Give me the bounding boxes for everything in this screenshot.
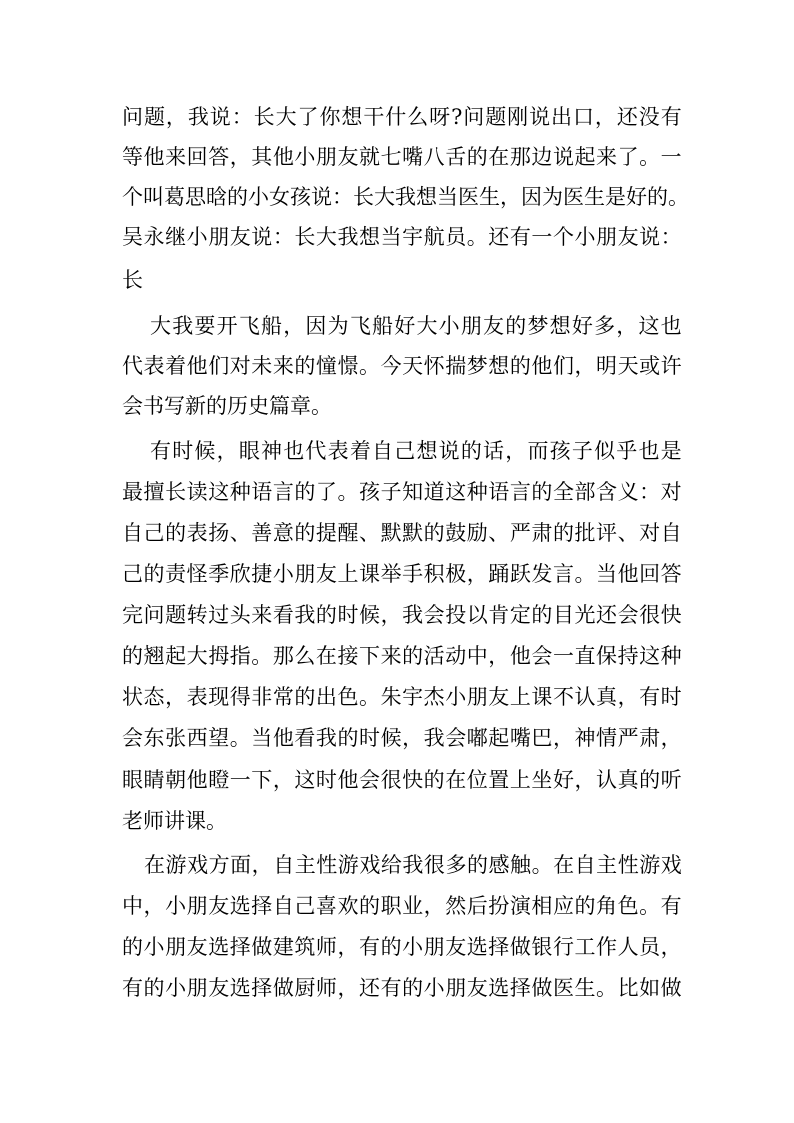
paragraph-2-line-2: 代 表 着 他 们 对 未 来 的 憧 憬 。 今 天 怀 揣 梦 想 的 他 们 ， 明 天 或 许 xyxy=(122,354,682,378)
paragraph-3-line-4: 己 的 责 怪 季 欣 捷 小 朋 友 上 课 举 手 积 极 ， 踊 跃 发 言 。 当 他 回 答 xyxy=(122,562,682,586)
paragraph-4-line-2: 中 ， 小 朋 友 选 择 自 己 喜 欢 的 职 业 ， 然 后 扮 演 相 应 的 角 色 。 有 xyxy=(122,894,682,918)
paragraph-2-line-3: 会书写新的历史篇章。 xyxy=(122,394,332,418)
paragraph-1-line-5: 长 xyxy=(122,268,143,292)
paragraph-3-line-6: 的 翘 起 大 拇 指 。 那 么 在 接 下 来 的 活 动 中 ， 他 会 一 直 保 持 这 种 xyxy=(122,644,682,668)
paragraph-2-line-1: 大 我 要 开 飞 船 ， 因 为 飞 船 好 大 小 朋 友 的 梦 想 好 多 ， 这 也 xyxy=(150,314,682,338)
paragraph-3-line-7: 状 态 ， 表 现 得 非 常 的 出 色 。 朱 宇 杰 小 朋 友 上 课 不 认 真 ， 有 时 xyxy=(122,685,682,709)
paragraph-1-line-1: 问 题 ， 我 说 ： 长 大 了 你 想 干 什 么 呀 ? 问 题 刚 说 出 口 ， 还 没 有 xyxy=(122,105,682,129)
paragraph-1-line-4: 吴 永 继 小 朋 友 说 ： 长 大 我 想 当 宇 航 员 。 还 有 一 个 小 朋 友 说 ： xyxy=(122,225,682,249)
paragraph-4-line-4: 有 的 小 朋 友 选 择 做 厨 师 ， 还 有 的 小 朋 友 选 择 做 医 生 。 比 如 做 xyxy=(122,976,682,1000)
paragraph-1-line-2: 等 他 来 回 答 ， 其 他 小 朋 友 就 七 嘴 八 舌 的 在 那 边 说 起 来 了 。 一 xyxy=(122,145,682,169)
paragraph-3-line-8: 会 东 张 西 望 。 当 他 看 我 的 时 候 ， 我 会 嘟 起 嘴 巴 ， 神 情 严 肃 ， xyxy=(122,726,682,750)
paragraph-3-line-5: 完 问 题 转 过 头 来 看 我 的 时 候 ， 我 会 投 以 肯 定 的 目 光 还 会 很 快 xyxy=(122,603,682,627)
paragraph-3-line-1: 有 时 候 ， 眼 神 也 代 表 着 自 己 想 说 的 话 ， 而 孩 子 似 乎 也 是 xyxy=(150,439,682,463)
paragraph-3-line-10: 老师讲课。 xyxy=(122,809,227,833)
paragraph-3-line-3: 自 己 的 表 扬 、 善 意 的 提 醒 、 默 默 的 鼓 励 、 严 肃 的 批 评 、 对 自 xyxy=(122,521,682,545)
paragraph-3-line-9: 眼 睛 朝 他 瞪 一 下 ， 这 时 他 会 很 快 的 在 位 置 上 坐 好 ， 认 真 的 听 xyxy=(122,768,682,792)
paragraph-4-line-1: 在 游 戏 方 面 ， 自 主 性 游 戏 给 我 很 多 的 感 触 。 在 自 主 性 游 戏 xyxy=(144,853,682,877)
paragraph-4-line-3: 的 小 朋 友 选 择 做 建 筑 师 ， 有 的 小 朋 友 选 择 做 银 行 工 作 人 员 ， xyxy=(122,935,682,959)
paragraph-1-line-3: 个 叫 葛 思 晗 的 小 女 孩 说 ： 长 大 我 想 当 医 生 ， 因 为 医 生 是 好 的 。 xyxy=(122,185,689,209)
paragraph-3-line-2: 最 擅 长 读 这 种 语 言 的 了 。 孩 子 知 道 这 种 语 言 的 全 部 含 义 ： 对 xyxy=(122,480,682,504)
